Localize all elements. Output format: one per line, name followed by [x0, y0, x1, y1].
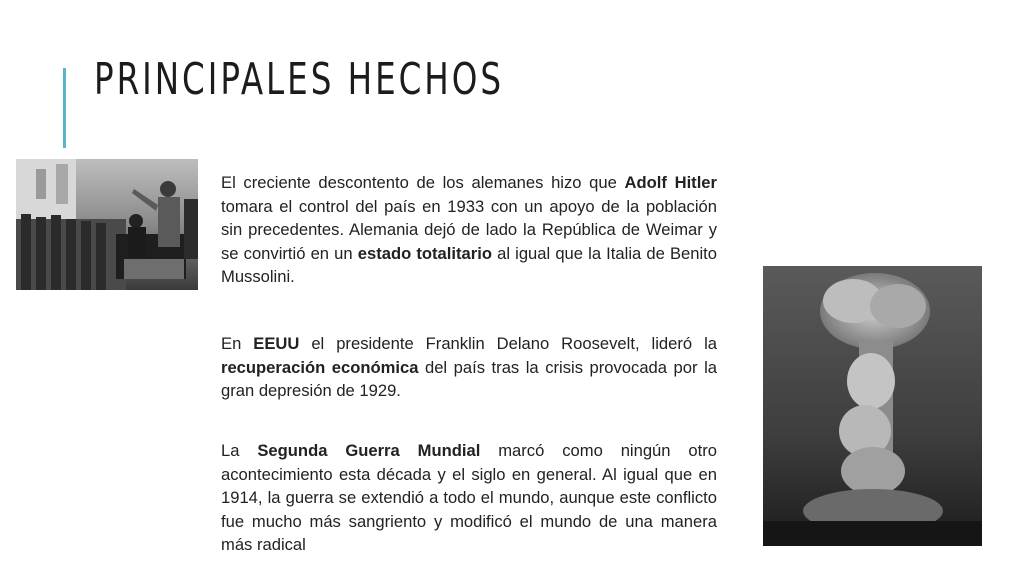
text-segment: el presidente Franklin Delano Roosevelt, lideró la: [299, 334, 717, 353]
text-segment: En: [221, 334, 254, 353]
slide-title: PRINCIPALES HECHOS: [94, 54, 504, 105]
bold-text: Segunda Guerra Mundial: [257, 441, 481, 460]
title-accent-bar: [63, 68, 66, 148]
text-segment: La: [221, 441, 258, 460]
text-segment: marcó como ningún otro acontecimiento esta década y el siglo en general. Al igual que en 1914, la guerra se extendió a todo el mundo, aunque este conflicto fue mucho más sangriento y modificó el mundo de una manera más radical: [221, 441, 718, 554]
paragraph-eeuu: [221, 332, 717, 403]
text-segment: del país tras la crisis provocada por la gran depresión de 1929.: [221, 357, 717, 400]
hitler-salute-photo: [16, 159, 198, 290]
paragraph-hitler: [221, 171, 717, 289]
bold-text: EEUU: [253, 334, 300, 353]
bold-text: estado totalitario: [357, 243, 492, 263]
mushroom-cloud-photo: [763, 266, 982, 546]
bold-text: Adolf Hitler: [624, 173, 717, 192]
text-segment: al igual que la Italia de Benito Mussolini.: [221, 243, 717, 286]
bold-text: recuperación económica: [221, 357, 419, 377]
text-segment: El creciente descontento de los alemanes hizo que: [221, 173, 625, 192]
text-segment: tomara el control del país en 1933 con un apoyo de la población sin precedentes. Alemania dejó de lado la República de Weimar y se convirtió en un: [221, 196, 717, 263]
paragraph-segunda-guerra: [221, 439, 717, 557]
